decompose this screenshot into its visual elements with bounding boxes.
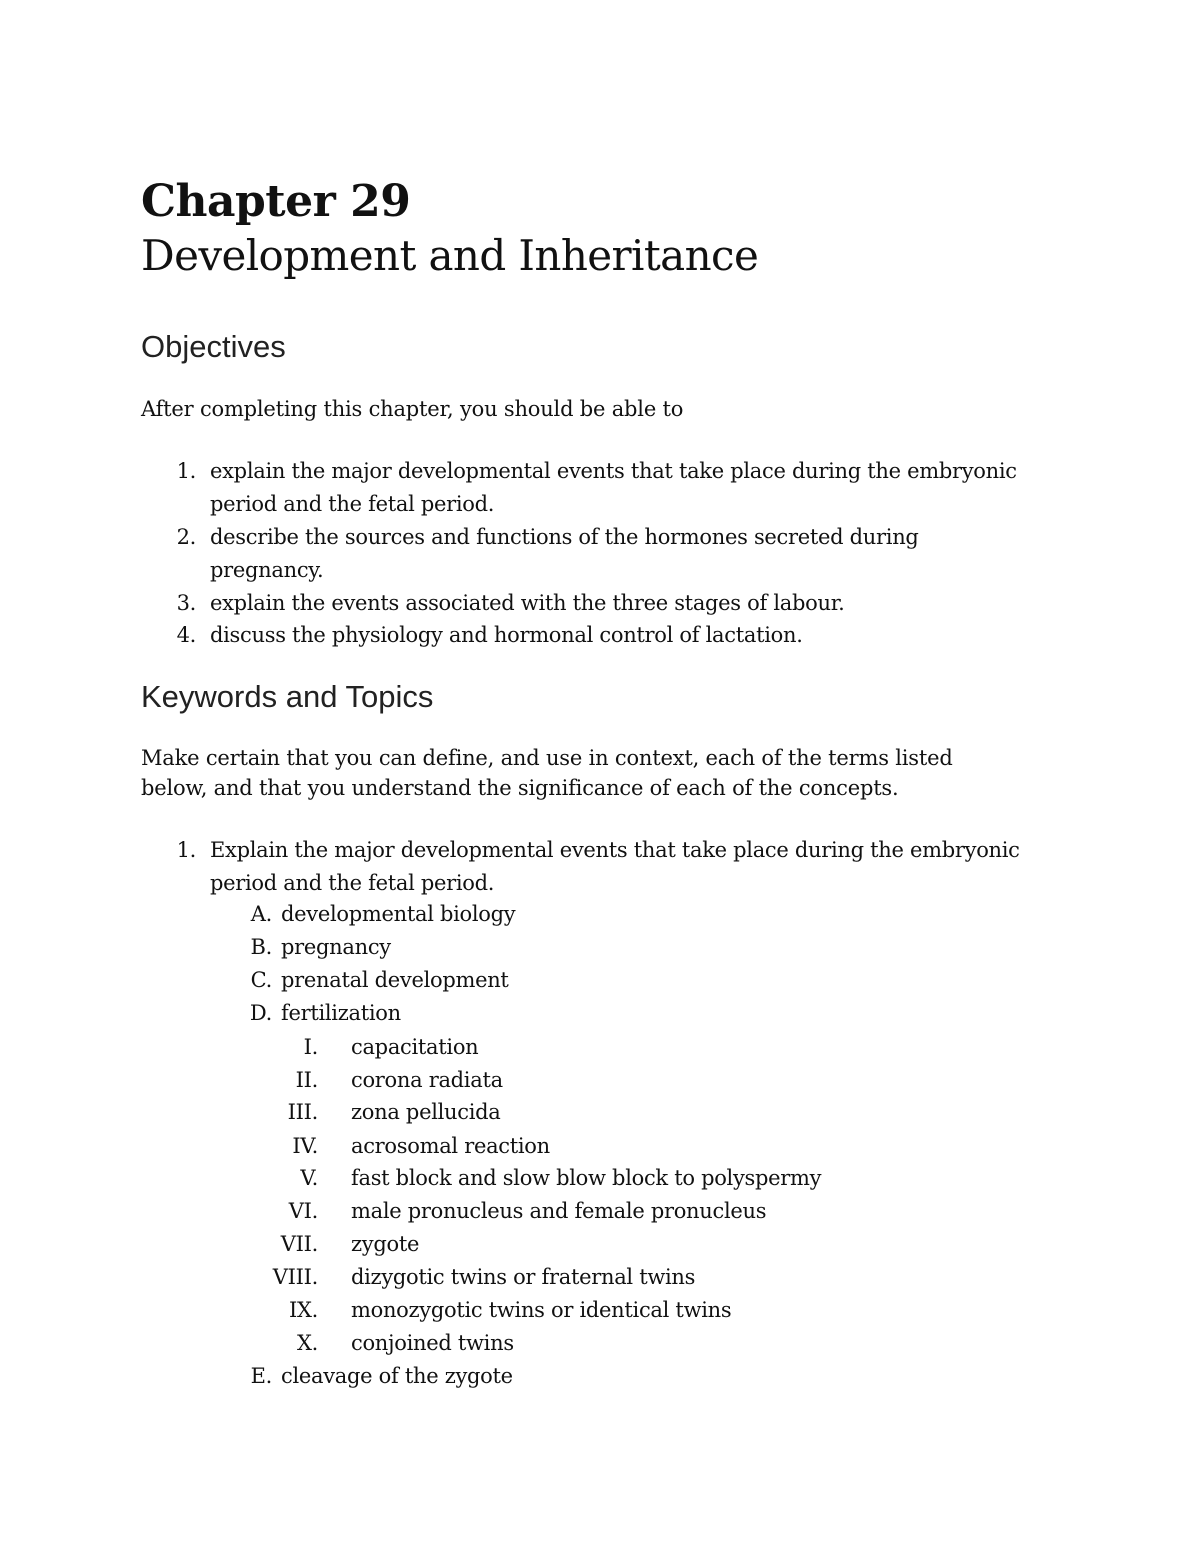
objective-item bbox=[0, 521, 1200, 587]
keyword-text-line: period and the fetal period. bbox=[210, 871, 495, 895]
keyword-text-line: Explain the major developmental events that take place during the embryonic bbox=[210, 838, 1020, 862]
fertilization-item-text: monozygotic twins or identical twins bbox=[351, 1298, 732, 1322]
list-marker: C. bbox=[250, 968, 272, 992]
objective-text-line: discuss the physiology and hormonal control of lactation. bbox=[210, 623, 803, 647]
fertilization-item-text: zygote bbox=[351, 1232, 420, 1256]
objective-item bbox=[0, 455, 1200, 521]
objective-text-line: explain the events associated with the three stages of labour. bbox=[210, 591, 845, 615]
objective-item bbox=[0, 587, 1200, 620]
fertilization-item-text: male pronucleus and female pronucleus bbox=[351, 1199, 767, 1223]
list-marker: III. bbox=[287, 1100, 318, 1124]
list-marker: 4. bbox=[176, 623, 196, 647]
list-marker: X. bbox=[296, 1331, 318, 1355]
list-marker: E. bbox=[250, 1364, 272, 1388]
sub-item-text: cleavage of the zygote bbox=[281, 1364, 513, 1388]
fertilization-item bbox=[0, 1228, 1200, 1261]
keyword-item bbox=[0, 834, 1200, 900]
keywords-intro-line: below, and that you understand the significance of each of the concepts. bbox=[141, 776, 899, 800]
list-marker: IV. bbox=[292, 1134, 318, 1158]
list-marker: VIII. bbox=[272, 1265, 318, 1289]
objective-text-line: explain the major developmental events that take place during the embryonic bbox=[210, 459, 1017, 483]
list-marker: VII. bbox=[280, 1232, 318, 1256]
sub-item bbox=[0, 931, 1200, 964]
sub-item-text: prenatal development bbox=[281, 968, 509, 992]
fertilization-item-text: dizygotic twins or fraternal twins bbox=[351, 1265, 696, 1289]
sub-item bbox=[0, 997, 1200, 1030]
list-marker: VI. bbox=[288, 1199, 318, 1223]
fertilization-item bbox=[0, 1294, 1200, 1327]
objective-text-line: period and the fetal period. bbox=[210, 492, 495, 516]
fertilization-item bbox=[0, 1327, 1200, 1360]
list-marker: 3. bbox=[176, 591, 196, 615]
fertilization-item bbox=[0, 1162, 1200, 1195]
list-marker: A. bbox=[250, 902, 272, 926]
fertilization-item bbox=[0, 1064, 1200, 1097]
list-marker: B. bbox=[250, 935, 272, 959]
sub-item bbox=[0, 898, 1200, 931]
objective-text-line: describe the sources and functions of the hormones secreted during bbox=[210, 525, 919, 549]
objective-item bbox=[0, 619, 1200, 652]
sub-item-text: developmental biology bbox=[281, 902, 516, 926]
list-marker: IX. bbox=[288, 1298, 318, 1322]
keywords-heading: Keywords and Topics bbox=[141, 679, 434, 714]
chapter-number: Chapter 29 bbox=[141, 176, 411, 227]
fertilization-item-text: corona radiata bbox=[351, 1068, 503, 1092]
sub-item bbox=[0, 1360, 1200, 1393]
list-marker: 1. bbox=[176, 838, 196, 862]
fertilization-item-text: capacitation bbox=[351, 1035, 479, 1059]
objectives-intro: After completing this chapter, you should be able to bbox=[141, 397, 684, 421]
list-marker: 1. bbox=[176, 459, 196, 483]
fertilization-item-text: conjoined twins bbox=[351, 1331, 514, 1355]
fertilization-item-text: acrosomal reaction bbox=[351, 1134, 550, 1158]
list-marker: II. bbox=[295, 1068, 318, 1092]
sub-item-text: fertilization bbox=[281, 1001, 401, 1025]
fertilization-item-text: fast block and slow blow block to polyspermy bbox=[351, 1166, 822, 1190]
keywords-intro-line: Make certain that you can define, and use in context, each of the terms listed bbox=[141, 746, 953, 770]
list-marker: V. bbox=[300, 1166, 318, 1190]
fertilization-item bbox=[0, 1031, 1200, 1064]
fertilization-item bbox=[0, 1130, 1200, 1163]
fertilization-item-text: zona pellucida bbox=[351, 1100, 501, 1124]
fertilization-item bbox=[0, 1096, 1200, 1129]
list-marker: D. bbox=[249, 1001, 272, 1025]
sub-item bbox=[0, 964, 1200, 997]
list-marker: 2. bbox=[176, 525, 196, 549]
chapter-title: Development and Inheritance bbox=[141, 231, 759, 280]
fertilization-item bbox=[0, 1261, 1200, 1294]
objectives-heading: Objectives bbox=[141, 329, 286, 364]
objective-text-line: pregnancy. bbox=[210, 558, 324, 582]
list-marker: I. bbox=[303, 1035, 318, 1059]
sub-item-text: pregnancy bbox=[281, 935, 391, 959]
fertilization-item bbox=[0, 1195, 1200, 1228]
